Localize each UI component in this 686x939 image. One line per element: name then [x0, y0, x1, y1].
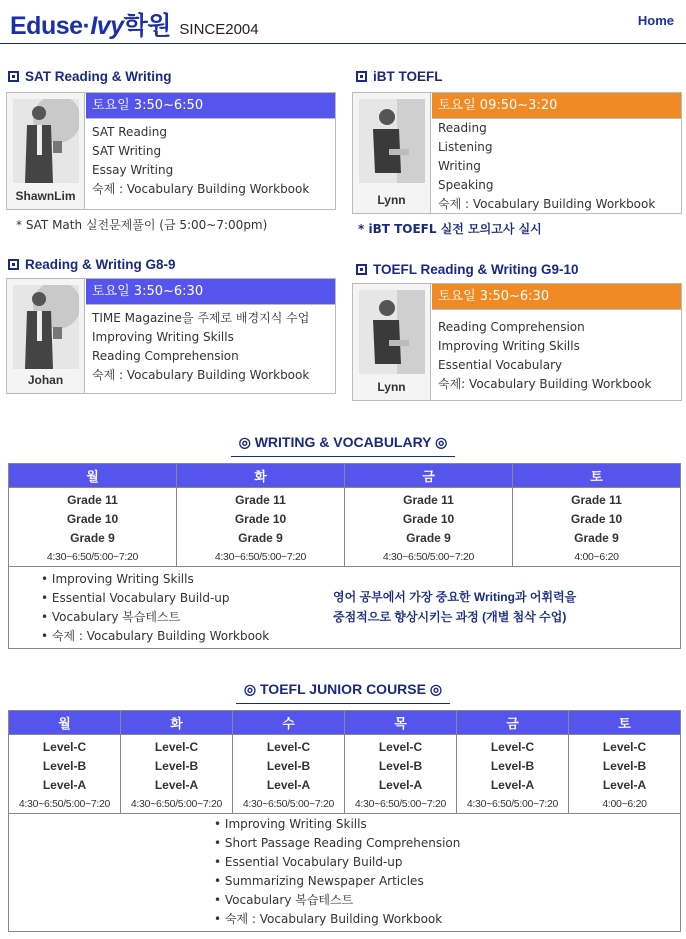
teacher-man-icon: [13, 285, 79, 369]
teacher-photo: [7, 93, 85, 209]
level-label: Level-A: [42, 778, 87, 792]
section-title-text: TOEFL Reading & Writing G9-10: [373, 262, 579, 277]
level-label: Level-B: [378, 759, 423, 773]
grade-label: Grade 10: [66, 512, 119, 526]
day-header: 수: [233, 711, 345, 735]
section-title-sat: [8, 69, 172, 84]
course-item: • Short Passage Reading Comprehension: [214, 834, 680, 853]
class-time: 4:30~6:50/5:00~7:20: [46, 551, 139, 563]
course-item: • 숙제 : Vocabulary Building Workbook: [214, 910, 680, 929]
table-header-row: [9, 711, 681, 735]
level-label: Level-B: [42, 759, 87, 773]
course-description: [333, 587, 576, 627]
logo-eduse: Eduse: [10, 12, 83, 40]
level-label: Level-C: [154, 740, 199, 754]
course-items: [438, 318, 652, 394]
course-item: 숙제 : Vocabulary Building Workbook: [438, 197, 656, 211]
site-logo[interactable]: [10, 6, 259, 42]
day-header: 화: [177, 464, 345, 488]
logo-since: SINCE2004: [179, 21, 259, 38]
description-line: 영어 공부에서 가장 중요한 Writing과 어휘력을: [333, 590, 577, 604]
section-bullet-icon: [8, 71, 19, 82]
class-time-bar: 토요일 09:50~3:20: [432, 93, 681, 119]
writing-vocab-title: [0, 434, 686, 457]
teacher-photo: [353, 93, 431, 213]
level-label: Level-B: [266, 759, 311, 773]
day-cell: [569, 735, 681, 814]
section-bullet-icon: [356, 264, 367, 275]
course-card-ibt: [352, 92, 682, 214]
section-title-ibt: [356, 69, 443, 84]
class-time-bar: 토요일 3:50~6:30: [432, 284, 681, 310]
grade-label: Grade 10: [402, 512, 455, 526]
class-time-bar: 토요일 3:50~6:30: [86, 279, 335, 305]
grade-label: Grade 11: [571, 493, 622, 507]
writing-vocab-table: [8, 463, 681, 649]
course-item: Essay Writing: [92, 163, 174, 177]
grade-label: Grade 10: [570, 512, 623, 526]
sat-note: * SAT Math 실전문제풀이 (금 5:00~7:00pm): [16, 218, 268, 232]
teacher-woman-icon: [359, 99, 425, 183]
course-item: • 숙제 : Vocabulary Building Workbook: [41, 627, 680, 646]
day-header: 토: [569, 711, 681, 735]
home-link[interactable]: Home: [637, 13, 674, 28]
level-label: Level-B: [490, 759, 535, 773]
toefl-junior-title-text: ◎ TOEFL JUNIOR COURSE ◎: [236, 681, 450, 704]
table-header-row: [9, 464, 681, 488]
course-item: 숙제 : Vocabulary Building Workbook: [92, 182, 310, 196]
day-header: 목: [345, 711, 457, 735]
day-cell: [345, 735, 457, 814]
day-header: 월: [9, 464, 177, 488]
class-time: 4:30~6:50/5:00~7:20: [466, 798, 559, 810]
class-time: 4:00~6:20: [602, 798, 647, 810]
grade-label: Grade 9: [574, 531, 619, 545]
level-label: Level-C: [602, 740, 647, 754]
day-cell: [121, 735, 233, 814]
grade-label: Grade 11: [67, 493, 118, 507]
class-time-bar: 토요일 3:50~6:50: [86, 93, 335, 119]
class-time: 4:30~6:50/5:00~7:20: [214, 551, 307, 563]
teacher-name: Lynn: [377, 380, 406, 394]
level-label: Level-C: [378, 740, 423, 754]
level-label: Level-C: [490, 740, 535, 754]
level-label: Level-C: [42, 740, 87, 754]
level-label: Level-B: [154, 759, 199, 773]
grade-label: Grade 9: [70, 531, 115, 545]
course-item: SAT Writing: [92, 144, 162, 158]
course-item: Improving Writing Skills: [438, 339, 580, 353]
course-items: [92, 309, 309, 385]
level-label: Level-B: [602, 759, 647, 773]
course-items: [438, 119, 655, 214]
course-details: [9, 814, 681, 932]
grade-label: Grade 9: [406, 531, 451, 545]
course-item: • Essential Vocabulary Build-up: [214, 853, 680, 872]
course-item: • Vocabulary 복습테스트: [214, 891, 680, 910]
level-label: Level-C: [266, 740, 311, 754]
course-item: Reading Comprehension: [92, 349, 239, 363]
course-card-toefl-rw: [352, 283, 682, 401]
section-title-text: iBT TOEFL: [373, 69, 443, 84]
day-cell: [9, 488, 177, 567]
logo-dot: ·: [82, 12, 91, 40]
teacher-photo: [353, 284, 431, 400]
class-time: 4:30~6:50/5:00~7:20: [18, 798, 111, 810]
class-time: 4:30~6:50/5:00~7:20: [354, 798, 447, 810]
day-cell: [513, 488, 681, 567]
course-item: SAT Reading: [92, 125, 167, 139]
description-line: 중점적으로 향상시키는 과정 (개별 첨삭 수업): [333, 610, 567, 624]
day-header: 금: [457, 711, 569, 735]
level-label: Level-A: [602, 778, 647, 792]
class-time: 4:00~6:20: [574, 551, 619, 563]
grade-label: Grade 10: [234, 512, 287, 526]
toefl-junior-table: [8, 710, 681, 932]
course-item: Reading: [438, 121, 487, 135]
section-title-text: Reading & Writing G8-9: [25, 257, 176, 272]
ibt-note: * iBT TOEFL 실전 모의고사 실시: [358, 222, 542, 236]
course-item: • Essential Vocabulary Build-up: [41, 589, 680, 608]
course-item: Improving Writing Skills: [92, 330, 234, 344]
teacher-name: Johan: [27, 373, 64, 387]
course-item: • Summarizing Newspaper Articles: [214, 872, 680, 891]
level-label: Level-A: [490, 778, 535, 792]
section-title-rw-g89: [8, 257, 176, 272]
day-cell: [177, 488, 345, 567]
table-footer-row: [9, 567, 681, 649]
course-card-rw-g89: [6, 278, 336, 394]
logo-academy: 학원: [123, 12, 171, 40]
course-item: • Improving Writing Skills: [41, 570, 680, 589]
course-items: [92, 123, 309, 199]
course-item: Writing: [438, 159, 481, 173]
course-item: • Improving Writing Skills: [214, 815, 680, 834]
level-label: Level-A: [154, 778, 199, 792]
grade-label: Grade 9: [238, 531, 283, 545]
table-footer-row: [9, 814, 681, 932]
section-title-toefl-rw: [356, 262, 579, 277]
course-item: Speaking: [438, 178, 494, 192]
class-time: 4:30~6:50/5:00~7:20: [382, 551, 475, 563]
teacher-photo: [7, 279, 85, 393]
section-bullet-icon: [356, 71, 367, 82]
teacher-name: Lynn: [377, 193, 406, 207]
class-time: 4:30~6:50/5:00~7:20: [130, 798, 223, 810]
grade-label: Grade 11: [235, 493, 286, 507]
course-item: Reading Comprehension: [438, 320, 585, 334]
teacher-woman-icon: [359, 290, 425, 374]
course-item-list: [9, 814, 680, 929]
level-label: Level-A: [266, 778, 311, 792]
toefl-junior-title: [0, 681, 686, 704]
day-header: 월: [9, 711, 121, 735]
day-header: 금: [345, 464, 513, 488]
table-row: [9, 488, 681, 567]
level-label: Level-A: [378, 778, 423, 792]
day-cell: [457, 735, 569, 814]
day-cell: [345, 488, 513, 567]
course-item: TIME Magazine을 주제로 배경지식 수업: [92, 311, 310, 325]
table-row: [9, 735, 681, 814]
site-header: [0, 0, 686, 44]
course-item: • Vocabulary 복습테스트: [41, 608, 680, 627]
teacher-name: ShawnLim: [15, 189, 76, 203]
course-item: 숙제 : Vocabulary Building Workbook: [92, 368, 310, 382]
teacher-man-icon: [13, 99, 79, 183]
day-cell: [233, 735, 345, 814]
course-details: [9, 567, 681, 649]
section-title-text: SAT Reading & Writing: [25, 69, 172, 84]
grade-label: Grade 11: [403, 493, 454, 507]
course-item: 숙제: Vocabulary Building Workbook: [438, 377, 652, 391]
class-time: 4:30~6:50/5:00~7:20: [242, 798, 335, 810]
section-bullet-icon: [8, 259, 19, 270]
day-cell: [9, 735, 121, 814]
course-item: Essential Vocabulary: [438, 358, 563, 372]
course-card-sat: [6, 92, 336, 210]
logo-ivy: Ivy: [90, 12, 124, 40]
day-header: 화: [121, 711, 233, 735]
day-header: 토: [513, 464, 681, 488]
course-item: Listening: [438, 140, 493, 154]
writing-vocab-title-text: ◎ WRITING & VOCABULARY ◎: [231, 434, 456, 457]
